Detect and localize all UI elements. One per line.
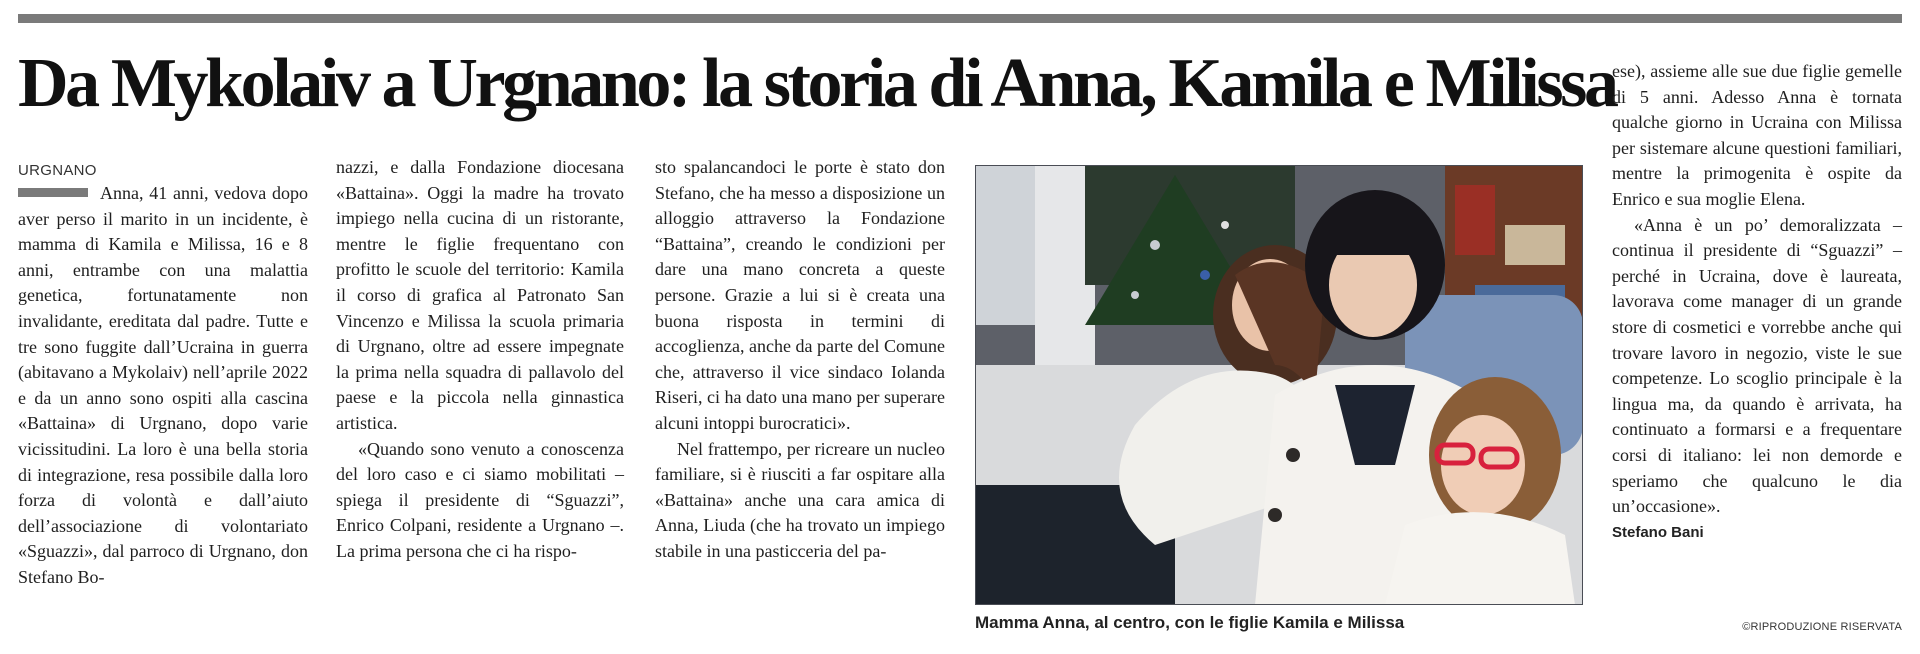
photo-caption: Mamma Anna, al centro, con le figlie Kamila e Milissa: [975, 613, 1405, 632]
copyright-notice: ©RIPRODUZIONE RISERVATA: [1742, 621, 1902, 633]
top-rule: [18, 14, 1902, 23]
article-column-3: [655, 155, 945, 565]
paragraph-text: Anna, 41 anni, vedova dopo aver perso il marito in un incidente, è mamma di Kamila e Milissa, 16 e 8 anni, entrambe con una malattia genetica, fortunatamente non invalidante, ereditata dal padre. Tutte e tre sono fuggite dall’Ucraina in guerra (abitavano a Mykolaiv) nell’aprile 2022 e da un anno sono ospiti alla cascina «Battaina» di Urgnano, dopo varie vicissitudini. La loro è una bella storia di integrazione, resa possibile dalla loro forza di volontà e dall’aiuto dell’associazione di volontariato «Sguazzi», dal parroco di Urgnano, don Stefano Bo-: [18, 183, 308, 587]
paragraph: Nel frattempo, per ricreare un nucleo familiare, si è riusciti a far ospitare alla «Battaina» anche una cara amica di Anna, Liuda (che ha trovato un impiego stabile in una pasticceria del pa-: [655, 438, 945, 561]
article-column-4: [1612, 59, 1902, 544]
lead-bar: [18, 188, 88, 197]
paragraph: [18, 181, 308, 591]
article-photo: [975, 165, 1583, 605]
article-column-1: [18, 181, 308, 591]
paragraph: «Anna è un po’ demoralizzata – continua il presidente di “Sguazzi” – perché in Ucraina, dove è laureata, lavorava come manager di un grande store di cosmetici e vorrebbe anche qui trovare lavoro in negozio, viste le sue competenze. Lo scoglio principale è la lingua ma, da quando è arrivata, ha continuato a formarsi e a frequentare corsi di italiano: lei non demorde e speriamo che qualcuno le dia un’occasione».: [1612, 214, 1902, 517]
paragraph: «Quando sono venuto a conoscenza del loro caso e ci siamo mobilitati – spiega il presidente di “Sguazzi”, Enrico Colpani, residente a Urgnano –. La prima persona che ci ha rispo-: [336, 438, 624, 561]
kicker-location: URGNANO: [18, 162, 97, 179]
headline: Da Mykolaiv a Urgnano: la storia di Anna, Kamila e Milissa: [18, 45, 1616, 122]
paragraph: nazzi, e dalla Fondazione diocesana «Battaina». Oggi la madre ha trovato impiego nella cucina di un ristorante, mentre le figlie frequentano con profitto le scuole del territorio: Kamila il corso di grafica al Patronato San Vincenzo e Milissa la scuola primaria di Urgnano, oltre ad essere impegnate la prima nella squadra di pallavolo del paese e la piccola nella ginnastica artistica.: [336, 157, 624, 433]
byline: Stefano Bani: [1612, 523, 1704, 541]
article-column-2: [336, 155, 624, 565]
paragraph: sto spalancandoci le porte è stato don Stefano, che ha messo a disposizione un alloggio attraverso la Fondazione “Battaina”, creando le condizioni per dare una mano concreta a queste persone. Grazie a lui si è creata una buona risposta in termini di accoglienza, anche da parte del Comune che, attraverso il vice sindaco Iolanda Riseri, ci ha dato una mano per superare alcuni intoppi burocratici».: [655, 157, 945, 433]
paragraph: ese), assieme alle sue due figlie gemelle di 5 anni. Adesso Anna è tornata qualche giorno in Ucraina con Milissa per sistemare alcune questioni familiari, mentre la primogenita è ospite da Enrico e sua moglie Elena.: [1612, 61, 1902, 209]
